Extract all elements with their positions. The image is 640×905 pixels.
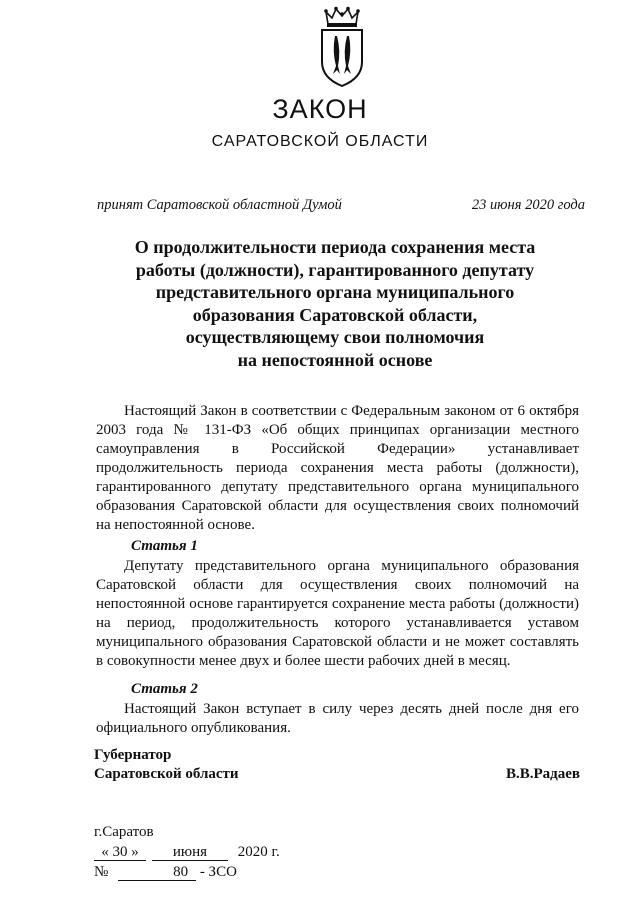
adopted-by: принят Саратовской областной Думой bbox=[97, 197, 342, 213]
article-2-title: Статья 2 bbox=[131, 681, 198, 697]
law-title-line: осуществляющему свои полномочия bbox=[185, 327, 485, 347]
law-title bbox=[80, 236, 590, 371]
signing-date bbox=[94, 842, 280, 862]
law-title-line: О продолжительности периода сохранения места bbox=[134, 237, 536, 257]
article-2-text: Настоящий Закон вступает в силу через десять дней после дня его официального опубликования. bbox=[96, 701, 579, 736]
law-number bbox=[94, 862, 280, 882]
law-title-line: на непостоянной основе bbox=[237, 349, 433, 370]
signing-block bbox=[94, 822, 280, 882]
article-1-text: Депутату представительного органа муниципального образования Саратовской области для осуществления своих полномочий на непостоянной основе гарантируется сохранение места работы (должности) на период, продолжительность которого устанавливается уставом муниципального образования Саратовской области и не может составлять в совокупности менее двух и более шести рабочих дней в месяц. bbox=[96, 558, 579, 669]
document-subtitle: САРАТОВСКОЙ ОБЛАСТИ bbox=[211, 133, 429, 150]
signing-year: 2020 г. bbox=[237, 844, 280, 860]
signing-city: г.Саратов bbox=[94, 824, 154, 840]
law-number-prefix: № bbox=[94, 864, 109, 880]
law-title-line: образования Саратовской области, bbox=[192, 304, 478, 325]
signing-month: июня bbox=[152, 844, 228, 861]
signatory-position-line1: Губернатор bbox=[94, 747, 172, 763]
saratov-coat-of-arms-icon bbox=[316, 6, 368, 88]
article-1-title: Статья 1 bbox=[131, 538, 198, 554]
preamble-text: Настоящий Закон в соответствии с Федеральным законом от 6 октября 2003 года № 131-ФЗ «Об общих принципах организации местного самоуправления в Российской Федерации» устанавливает продолжительность периода сохранения места работы (должности), гарантированного депутату представительного органа муниципального образования Саратовской области для осуществления своих полномочий на непостоянной основе. bbox=[96, 403, 579, 533]
signatory-name: В.В.Радаев bbox=[505, 766, 580, 782]
law-number-suffix: - ЗСО bbox=[199, 864, 237, 880]
adoption-date: 23 июня 2020 года bbox=[471, 197, 585, 213]
document-title: ЗАКОН bbox=[272, 94, 368, 124]
signing-day: « 30 » bbox=[94, 844, 146, 861]
law-number-value: 80 bbox=[118, 864, 196, 881]
law-title-line: работы (должности), гарантированного депутату bbox=[135, 259, 535, 280]
law-title-line: представительного органа муниципального bbox=[155, 282, 515, 302]
signatory-position bbox=[94, 746, 239, 784]
signatory-position-line2: Саратовской области bbox=[94, 766, 239, 782]
